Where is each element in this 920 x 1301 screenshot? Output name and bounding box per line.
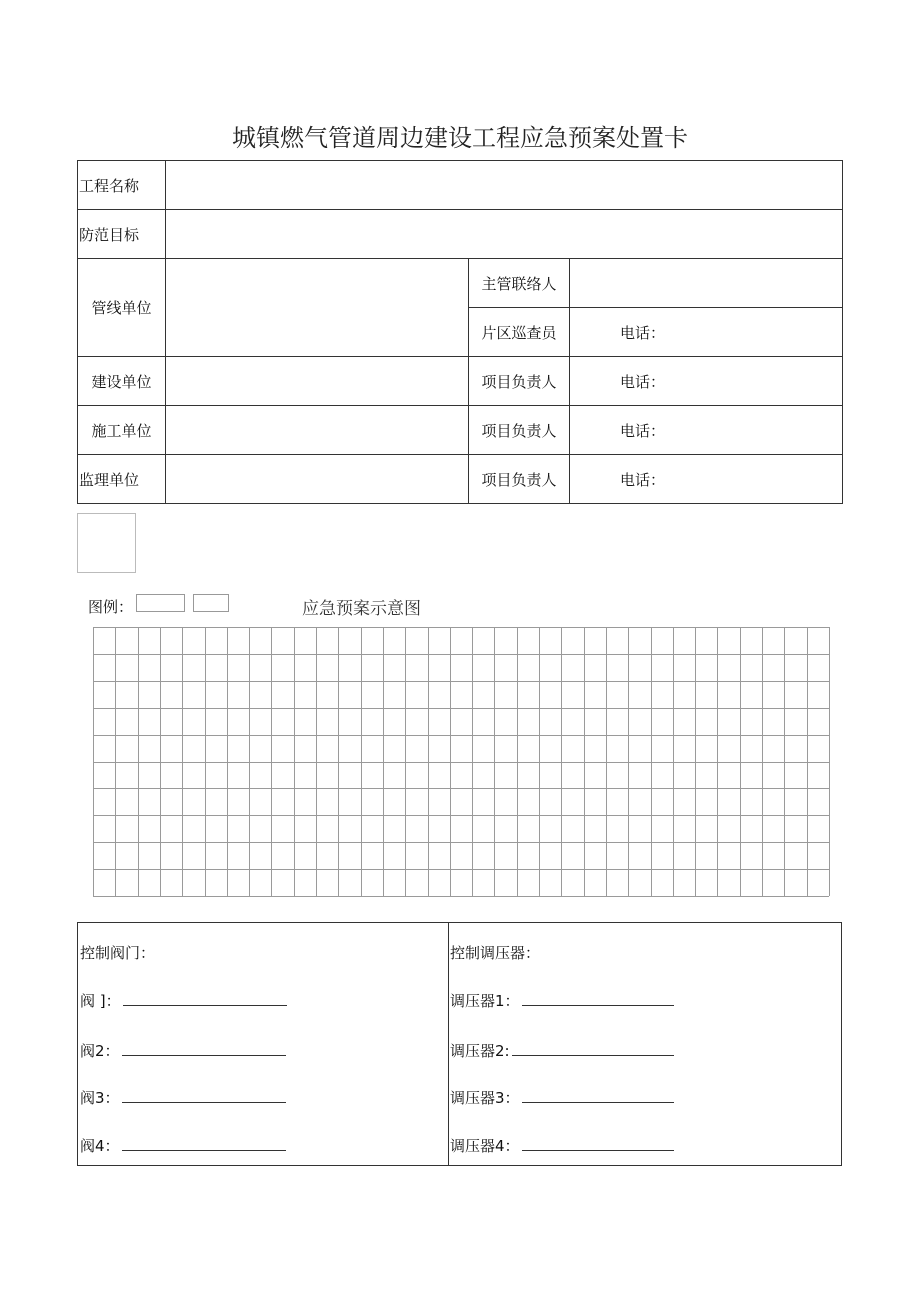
- regulator-blank[interactable]: [522, 1136, 674, 1151]
- control-section: [77, 922, 842, 1166]
- supervision-phone-label: 电话：: [570, 455, 843, 504]
- regulator-blank[interactable]: [522, 1088, 674, 1103]
- valve-label: 阀2：: [80, 1042, 120, 1060]
- builder-leader-label: 项目负责人: [469, 406, 570, 455]
- supervision-unit-label: 监理单位: [78, 455, 166, 504]
- valve-line: [80, 1087, 286, 1108]
- construction-phone-label: 电话：: [570, 357, 843, 406]
- construction-leader-label: 项目负责人: [469, 357, 570, 406]
- regulator-line: [450, 1040, 674, 1061]
- regulator-blank[interactable]: [512, 1041, 674, 1056]
- table-row: [78, 210, 843, 259]
- regulator-line: [450, 990, 674, 1011]
- regulator-blank[interactable]: [522, 991, 674, 1006]
- legend-swatch: [193, 594, 229, 612]
- valve-label: 阀3：: [80, 1089, 120, 1107]
- patrol-phone-label: 电话：: [570, 308, 843, 357]
- target-field[interactable]: [166, 210, 843, 259]
- table-row: [78, 161, 843, 210]
- target-label: 防范目标: [78, 210, 166, 259]
- builder-unit-label: 施工单位: [78, 406, 166, 455]
- valve-line: [80, 1040, 286, 1061]
- valve-blank[interactable]: [122, 1136, 286, 1151]
- main-contact-label: 主管联络人: [469, 259, 570, 308]
- valves-heading: 控制阀门：: [80, 944, 156, 962]
- page-title: 城镇燃气管道周边建设工程应急预案处置卡: [232, 124, 688, 152]
- regulator-line: [450, 1087, 674, 1108]
- project-info-table: [77, 160, 843, 504]
- section-divider: [448, 923, 449, 1165]
- valve-blank[interactable]: [122, 1041, 286, 1056]
- project-name-label: 工程名称: [78, 161, 166, 210]
- valve-line: [80, 1135, 286, 1156]
- supervision-leader-label: 项目负责人: [469, 455, 570, 504]
- legend-label: 图例：: [88, 598, 134, 616]
- project-name-field[interactable]: [166, 161, 843, 210]
- diagram-grid[interactable]: [93, 627, 830, 897]
- table-row: [78, 406, 843, 455]
- table-row: [78, 455, 843, 504]
- valve-label: 阀 ]：: [80, 992, 121, 1010]
- construction-unit-field[interactable]: [166, 357, 469, 406]
- regulator-label: 调压器2:: [450, 1042, 510, 1060]
- regulator-label: 调压器3：: [450, 1089, 520, 1107]
- legend-symbol-box: [77, 513, 136, 573]
- builder-unit-field[interactable]: [166, 406, 469, 455]
- supervision-unit-field[interactable]: [166, 455, 469, 504]
- pipeline-unit-field[interactable]: [166, 259, 469, 357]
- main-contact-field[interactable]: [570, 259, 843, 308]
- patrol-label: 片区巡查员: [469, 308, 570, 357]
- table-row: [78, 357, 843, 406]
- valve-label: 阀4：: [80, 1137, 120, 1155]
- valve-blank[interactable]: [123, 991, 287, 1006]
- regulator-line: [450, 1135, 674, 1156]
- builder-phone-label: 电话：: [570, 406, 843, 455]
- pipeline-unit-label: 管线单位: [78, 259, 166, 357]
- valve-line: [80, 990, 287, 1011]
- regulator-label: 调压器4：: [450, 1137, 520, 1155]
- valve-blank[interactable]: [122, 1088, 286, 1103]
- construction-unit-label: 建设单位: [78, 357, 166, 406]
- regulators-heading: 控制调压器：: [450, 944, 541, 962]
- diagram-title: 应急预案示意图: [302, 599, 421, 619]
- regulator-label: 调压器1：: [450, 992, 520, 1010]
- legend-swatch: [136, 594, 185, 612]
- table-row: [78, 259, 843, 308]
